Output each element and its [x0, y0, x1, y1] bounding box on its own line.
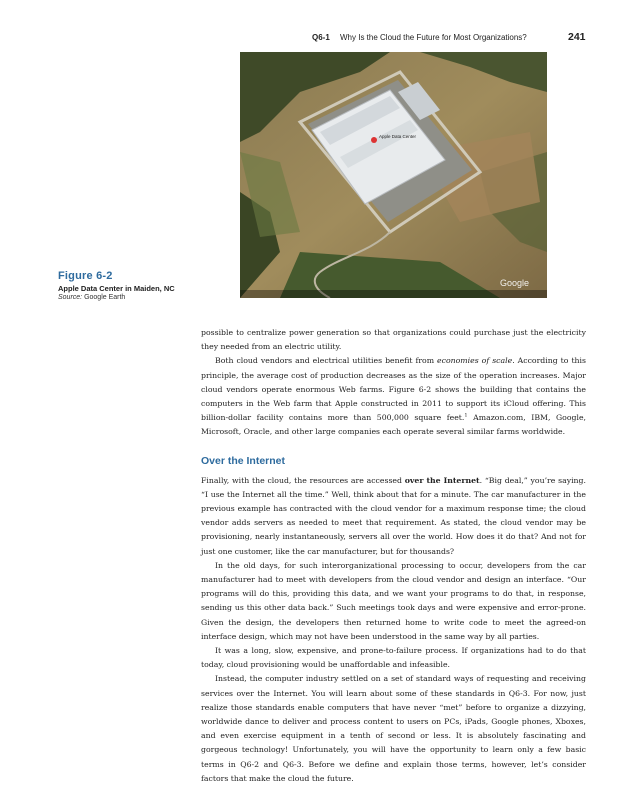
body-text	[201, 326, 586, 786]
section-number: Q6-1	[312, 33, 330, 42]
google-watermark: Google	[500, 278, 530, 288]
section-heading: Over the Internet	[201, 454, 286, 467]
paragraph-6: Instead, the computer industry settled on a set of standard ways of requesting and receiving services over the Internet. You will learn about some of these standards in Q6-3. For now, just realize those standards enable computers that have never “met” before to organize a dizzying, worldwide dance to deliver and process content to users on PCs, iPads, Google phones, Xboxes, and even exercise equipment in a tenth of second or less. It is absolutely fascinating and gorgeous technology! Unfortunately, you will have the opportunity to learn only a few basic terms in Q6-2 and Q6-3. Before we define and explain those terms, however, let’s consider factors that make the cloud the future.	[201, 674, 586, 783]
paragraph-1: possible to centralize power generation so that organizations could purchase just the electricity they needed from an electric utility.	[201, 328, 586, 352]
running-header	[0, 32, 625, 46]
aerial-view	[240, 52, 547, 298]
paragraph-5: It was a long, slow, expensive, and prone-to-failure process. If organizations had to do that today, cloud provisioning would be unaffordable and infeasible.	[201, 646, 586, 670]
header-title: Why Is the Cloud the Future for Most Organizations?	[340, 33, 527, 42]
figure-title: Apple Data Center in Maiden, NC	[58, 284, 175, 293]
paragraph-2: Both cloud vendors and electrical utilities benefit from economies of scale. According to this principle, the average cost of production decreases as the size of the operation increases. Major cloud vendors operate enormous Web farms. Figure 6-2 shows the building that contains the computers in the Web farm that Apple constructed in 2011 to support its iCloud offering. This billion-dollar facility contains more than 500,000 square feet.$^1$ Amazon.com, IBM, Google, Microsoft, Oracle, and other large companies each operate several similar farms worldwide.	[201, 356, 587, 437]
page-number: 241	[568, 31, 586, 43]
map-pin-icon	[371, 137, 377, 143]
source-value: Google Earth	[84, 294, 126, 301]
source-label: Source:	[58, 294, 83, 301]
figure-label: Figure 6-2	[58, 270, 113, 282]
paragraph-4: In the old days, for such interorganizational processing to occur, developers from the car manufacturer had to meet with developers from the cloud vendor and design an interface. “Our programs will do this, providing this data, and we want your programs to do that, in response, sending us this other data back.” Such meetings took days and were expensive and error-prone. Given the design, the developers then returned home to write code to meet the agreed-on interface design, which may not have been understood in the same way by all parties.	[201, 560, 586, 641]
map-pin-label: Apple Data Center	[379, 134, 417, 139]
satellite-image	[240, 52, 547, 298]
footnote-ref: 1	[464, 412, 468, 419]
figure-source	[58, 294, 238, 301]
figure-caption	[58, 270, 238, 301]
paragraph-3: Finally, with the cloud, the resources are accessed over the Internet. “Big deal,” you’re saying. “I use the Internet all the time.” Well, think about that for a minute. The car manufacturer in the previous example has contracted with the cloud vendor for a maximum response time; the cloud vendor adds servers as needed to meet that requirement. As stated, the cloud vendor may be provisioning, nearly instantaneously, servers all over the world. How does it do that? And not for just one customer, like the car manufacturer, but for thousands?	[201, 475, 586, 556]
